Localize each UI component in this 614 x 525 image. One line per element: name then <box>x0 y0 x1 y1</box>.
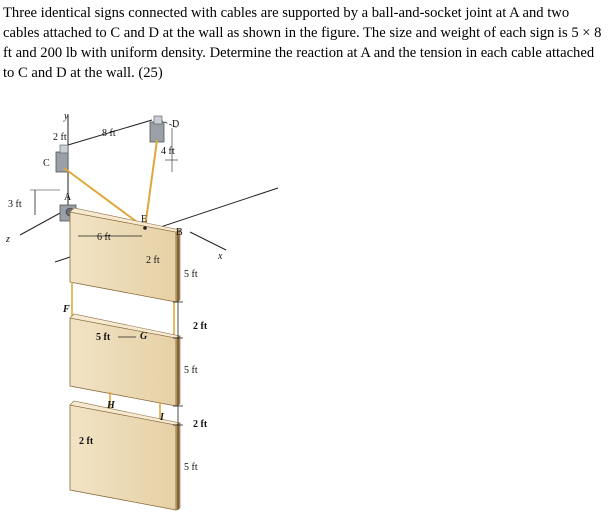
label-f: F <box>63 304 70 315</box>
label-a: A <box>64 192 72 203</box>
dim-2ft-e: 2 ft <box>146 255 160 266</box>
label-y: y <box>64 111 69 122</box>
bracket-d <box>150 116 164 142</box>
label-b: B <box>176 227 183 238</box>
dim-3ft: 3 ft <box>8 199 22 210</box>
label-d: D <box>172 119 180 130</box>
point-e <box>143 226 147 230</box>
z-axis <box>20 212 62 235</box>
sign-2 <box>70 314 180 406</box>
label-e: E <box>141 214 148 225</box>
bracket-c <box>56 145 68 172</box>
dim-2ft-top: 2 ft <box>53 132 67 143</box>
dim-8ft: 8 ft <box>102 128 116 139</box>
label-g: G <box>140 331 148 342</box>
label-c: C <box>43 158 50 169</box>
label-i: I <box>160 412 164 423</box>
dim-2ft-gap1: 2 ft <box>193 321 208 332</box>
label-x: x <box>218 251 223 262</box>
three-signs-figure <box>0 100 614 525</box>
problem-statement: Three identical signs connected with cables are supported by a ball-and-socket joint at A and two cables attached to C and D at the wall as shown in the figure. The size and weight of each sign is 5 × 8 ft and 200 lb with uniform density. Determine the reaction at A and the tension in each cable attached to C and D at the wall. (25) <box>3 5 602 81</box>
dim-6ft: 6 ft <box>97 232 111 243</box>
dim-5ft-1: 5 ft <box>184 269 198 280</box>
label-z: z <box>6 234 10 245</box>
dim-5ft-2: 5 ft <box>184 365 198 376</box>
dim-2ft-gap2: 2 ft <box>193 419 208 430</box>
dim-5ft-g: 5 ft <box>96 332 111 343</box>
dim-2ft-h: 2 ft <box>79 436 94 447</box>
sign-1 <box>70 208 180 302</box>
dim-4ft: 4 ft <box>161 146 175 157</box>
label-h: H <box>107 400 115 411</box>
dim-5ft-3: 5 ft <box>184 462 198 473</box>
